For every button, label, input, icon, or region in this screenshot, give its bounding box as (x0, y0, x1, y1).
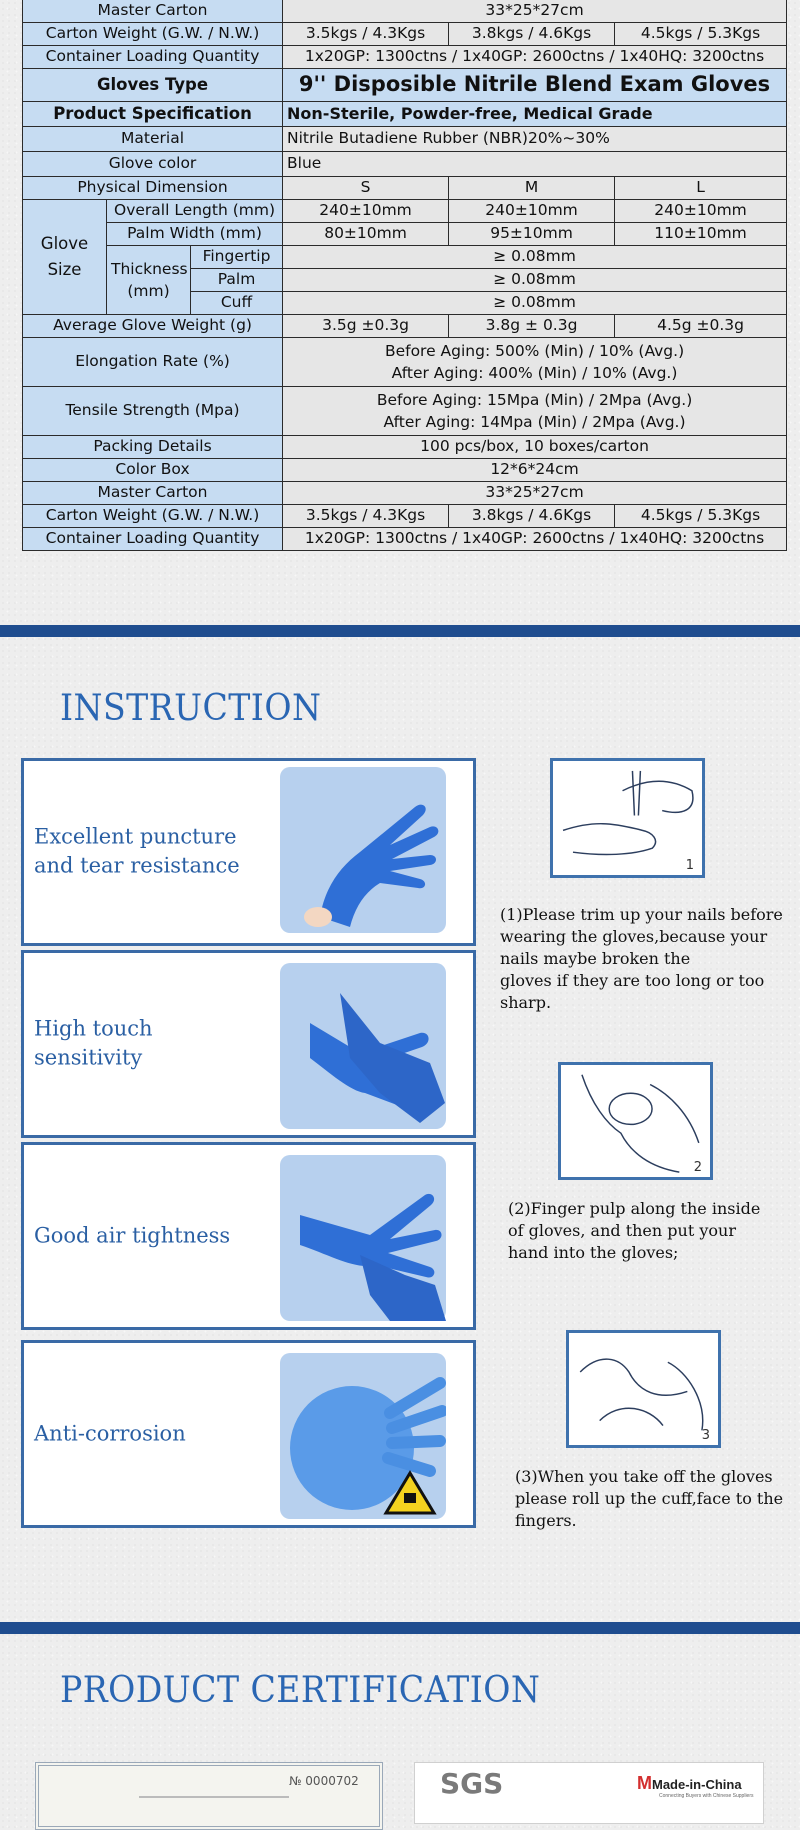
table-row (23, 246, 787, 269)
container-loading-value: 1x20GP: 1300ctns / 1x40GP: 2600ctns / 1x40HQ: 3200ctns (283, 46, 787, 69)
step-2-illustration (558, 1062, 713, 1180)
feature-card (21, 1340, 476, 1528)
feature-label: Anti-corrosion (34, 1421, 186, 1446)
glove-size-label: Glove Size (23, 200, 107, 315)
bottom-carton-weight-label: Carton Weight (G.W. / N.W.) (23, 505, 283, 528)
step-number: 2 (693, 1160, 702, 1175)
avg-weight-s: 3.5g ±0.3g (283, 315, 449, 338)
carton-weight-s: 3.5kgs / 4.3Kgs (283, 23, 449, 46)
master-carton-label: Master Carton (23, 0, 283, 23)
tensile-before: Before Aging: 15Mpa (Min) / 2Mpa (Avg.) (376, 390, 693, 409)
color-box-label: Color Box (23, 459, 283, 482)
elongation-label: Elongation Rate (%) (23, 338, 283, 387)
size-s-header: S (283, 177, 449, 200)
feature-label: Good air tightness (34, 1223, 231, 1248)
step-3-illustration (566, 1330, 721, 1448)
spec-table (22, 0, 787, 551)
bottom-carton-weight-m: 3.8kgs / 4.6Kgs (449, 505, 615, 528)
step-2-text (508, 1198, 760, 1264)
gloved-hands-image (280, 1155, 446, 1321)
nail-trim-icon (553, 761, 702, 875)
carton-weight-label: Carton Weight (G.W. / N.W.) (23, 23, 283, 46)
section-divider (0, 625, 800, 637)
step-3-text (515, 1466, 783, 1532)
overall-length-l: 240±10mm (615, 200, 787, 223)
step-1-text (500, 904, 783, 1014)
step-number: 1 (685, 858, 694, 873)
table-row (23, 315, 787, 338)
step-line: sharp. (500, 993, 552, 1012)
elongation-before: Before Aging: 500% (Min) / 10% (Avg.) (384, 341, 685, 360)
master-carton-value: 33*25*27cm (283, 0, 787, 23)
made-in-china-logo (637, 1773, 742, 1794)
thickness-label: Thickness (mm) (107, 246, 191, 315)
table-row (23, 0, 787, 23)
step-line: hand into the gloves; (508, 1243, 679, 1262)
gloves-type-label: Gloves Type (23, 69, 283, 102)
size-l-header: L (615, 177, 787, 200)
table-row (23, 69, 787, 102)
glove-stretch-image (280, 767, 446, 933)
glove-color-value: Blue (283, 152, 787, 177)
certificate-number: № 0000702 (289, 1774, 359, 1788)
feature-label: High touch sensitivity (34, 1016, 153, 1070)
fingertip-label: Fingertip (191, 246, 283, 269)
carton-weight-m: 3.8kgs / 4.6Kgs (449, 23, 615, 46)
made-in-china-tagline: Connecting Buyers with Chinese Suppliers (659, 1793, 754, 1799)
step-line: (3)When you take off the gloves (515, 1467, 773, 1486)
step-line: fingers. (515, 1511, 577, 1530)
glove-photo (280, 1353, 446, 1519)
tensile-value (283, 387, 787, 436)
palm-label: Palm (191, 269, 283, 292)
bottom-carton-weight-s: 3.5kgs / 4.3Kgs (283, 505, 449, 528)
step-line: please roll up the cuff,face to the (515, 1489, 784, 1508)
feature-card (21, 1142, 476, 1330)
table-row (23, 177, 787, 200)
sgs-logo: SGS (440, 1767, 504, 1800)
feature-label: Excellent puncture and tear resistance (34, 824, 240, 878)
hand-into-glove-icon (561, 1065, 710, 1177)
palm-width-s: 80±10mm (283, 223, 449, 246)
overall-length-s: 240±10mm (283, 200, 449, 223)
made-in-china-mark-icon: M (637, 1773, 652, 1793)
glove-removal-icon (569, 1333, 718, 1445)
table-row (23, 528, 787, 551)
packing-details-label: Packing Details (23, 436, 283, 459)
bottom-container-value: 1x20GP: 1300ctns / 1x40GP: 2600ctns / 1x40HQ: 3200ctns (283, 528, 787, 551)
glove-photo (280, 1155, 446, 1321)
table-row (23, 152, 787, 177)
table-row (23, 505, 787, 528)
table-row (23, 127, 787, 152)
table-row (23, 459, 787, 482)
sgs-certificate (414, 1762, 764, 1824)
step-line: (2)Finger pulp along the inside (508, 1199, 761, 1218)
gloves-type-value: 9'' Disposible Nitrile Blend Exam Gloves (283, 69, 787, 102)
bottom-container-label: Container Loading Quantity (23, 528, 283, 551)
elongation-value (283, 338, 787, 387)
inflated-glove-image (280, 1353, 446, 1519)
fingertip-value: ≥ 0.08mm (283, 246, 787, 269)
palm-width-m: 95±10mm (449, 223, 615, 246)
container-loading-label: Container Loading Quantity (23, 46, 283, 69)
table-row (23, 46, 787, 69)
gloved-hands-image (280, 963, 446, 1129)
packing-details-value: 100 pcs/box, 10 boxes/carton (283, 436, 787, 459)
bottom-master-carton-value: 33*25*27cm (283, 482, 787, 505)
instruction-heading: INSTRUCTION (60, 688, 322, 729)
certificate-document (35, 1762, 383, 1830)
table-row (23, 338, 787, 387)
cuff-value: ≥ 0.08mm (283, 292, 787, 315)
step-line: wearing the gloves,because your (500, 927, 768, 946)
table-row (23, 436, 787, 459)
step-line: of gloves, and then put your (508, 1221, 736, 1240)
physical-dimension-label: Physical Dimension (23, 177, 283, 200)
cuff-label: Cuff (191, 292, 283, 315)
step-line: gloves if they are too long or too (500, 971, 765, 990)
bottom-master-carton-label: Master Carton (23, 482, 283, 505)
feature-card (21, 758, 476, 946)
size-m-header: M (449, 177, 615, 200)
product-spec-value: Non-Sterile, Powder-free, Medical Grade (283, 102, 787, 127)
avg-weight-m: 3.8g ± 0.3g (449, 315, 615, 338)
table-row (23, 482, 787, 505)
certification-heading: PRODUCT CERTIFICATION (60, 1670, 541, 1711)
glove-photo (280, 767, 446, 933)
avg-weight-l: 4.5g ±0.3g (615, 315, 787, 338)
overall-length-m: 240±10mm (449, 200, 615, 223)
table-row (23, 387, 787, 436)
tensile-after: After Aging: 14Mpa (Min) / 2Mpa (Avg.) (383, 413, 686, 431)
elongation-after: After Aging: 400% (Min) / 10% (Avg.) (391, 364, 678, 382)
glove-photo (280, 963, 446, 1129)
table-row (23, 102, 787, 127)
step-1-illustration (550, 758, 705, 878)
carton-weight-l: 4.5kgs / 5.3Kgs (615, 23, 787, 46)
table-row (23, 223, 787, 246)
step-line: nails maybe broken the (500, 949, 691, 968)
table-row (23, 23, 787, 46)
palm-width-label: Palm Width (mm) (107, 223, 283, 246)
color-box-value: 12*6*24cm (283, 459, 787, 482)
tensile-label: Tensile Strength (Mpa) (23, 387, 283, 436)
step-line: (1)Please trim up your nails before (500, 905, 783, 924)
step-number: 3 (701, 1428, 710, 1443)
made-in-china-label: Made-in-China (652, 1777, 742, 1792)
glove-color-label: Glove color (23, 152, 283, 177)
palm-width-l: 110±10mm (615, 223, 787, 246)
section-divider (0, 1622, 800, 1634)
bottom-carton-weight-l: 4.5kgs / 5.3Kgs (615, 505, 787, 528)
certificate-text-line (139, 1796, 289, 1798)
avg-weight-label: Average Glove Weight (g) (23, 315, 283, 338)
feature-card (21, 950, 476, 1138)
overall-length-label: Overall Length (mm) (107, 200, 283, 223)
palm-value: ≥ 0.08mm (283, 269, 787, 292)
product-spec-label: Product Specification (23, 102, 283, 127)
material-value: Nitrile Butadiene Rubber (NBR)20%~30% (283, 127, 787, 152)
table-row (23, 200, 787, 223)
material-label: Material (23, 127, 283, 152)
